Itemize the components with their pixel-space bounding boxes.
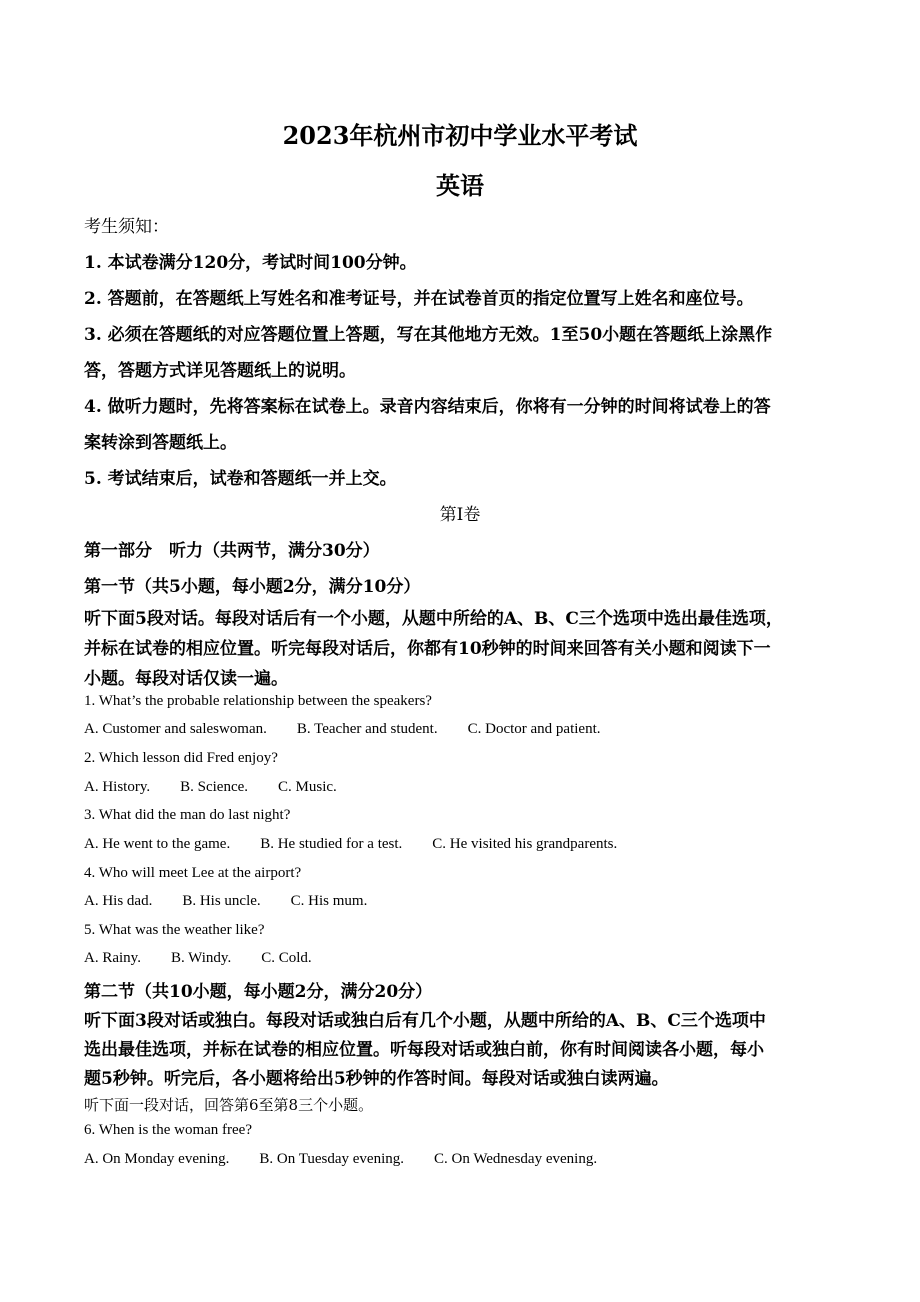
question-text: 2. Which lesson did Fred enjoy?: [84, 750, 278, 766]
option-b: B. On Tuesday evening.: [259, 1151, 404, 1167]
option-a: A. History.: [84, 779, 151, 795]
section1-heading: 第一节（共5小题，每小题2分，满分10分）: [84, 577, 421, 597]
question-text: 5. What was the weather like?: [84, 922, 265, 938]
question-text: 1. What’s the probable relationship between the speakers?: [84, 693, 432, 709]
notice-item: 1. 本试卷满分120分，考试时间100分钟。: [84, 253, 417, 273]
section2-instruction: 题5秒钟。听完后，各小题将给出5秒钟的作答时间。每段对话或独白读两遍。: [84, 1069, 669, 1089]
notice-item: 答，答题方式详见答题纸上的说明。: [84, 361, 356, 381]
question-text: 4. Who will meet Lee at the airport?: [84, 865, 302, 881]
notice-item: 3. 必须在答题纸的对应答题位置上答题，写在其他地方无效。1至50小题在答题纸上涂黑作: [84, 325, 773, 345]
notice-item: 5. 考试结束后，试卷和答题纸一并上交。: [84, 469, 397, 489]
section2-instruction: 选出最佳选项，并标在试卷的相应位置。听每段对话或独白前，你有时间阅读各小题，每小: [84, 1040, 764, 1060]
section1-instruction: 听下面5段对话。每段对话后有一个小题，从题中所给的A、B、C三个选项中选出最佳选项，: [84, 609, 783, 629]
option-b: B. Teacher and student.: [296, 721, 438, 737]
section1-instruction: 并标在试卷的相应位置。听完每段对话后，你都有10秒钟的时间来回答有关小题和阅读下一: [84, 639, 771, 659]
section2-sub-instruction: 听下面一段对话，回答第6至第8三个小题。: [84, 1096, 374, 1114]
option-a: A. His dad.: [84, 893, 153, 909]
question-text: 3. What did the man do last night?: [84, 807, 291, 823]
exam-subject: 英语: [436, 171, 484, 200]
option-a: A. He went to the game.: [84, 836, 231, 852]
option-b: B. Windy.: [170, 950, 232, 966]
question-options: [84, 1151, 840, 1168]
part1-heading: 第一部分 听力（共两节，满分30分）: [84, 541, 380, 561]
option-b: B. His uncle.: [182, 893, 261, 909]
section2-instruction: 听下面3段对话或独白。每段对话或独白后有几个小题，从题中所给的A、B、C三个选项中: [84, 1011, 766, 1031]
notice-item: 4. 做听力题时，先将答案标在试卷上。录音内容结束后，你将有一分钟的时间将试卷上的答: [84, 397, 771, 417]
option-c: C. Music.: [278, 779, 337, 795]
exam-title: 2023年杭州市初中学业水平考试: [282, 121, 638, 150]
section1-instruction: 小题。每段对话仅读一遍。: [84, 669, 288, 689]
option-a: A. Customer and saleswoman.: [84, 721, 267, 737]
question-options: [84, 836, 840, 853]
notice-item: 案转涂到答题纸上。: [84, 433, 237, 453]
volume-heading: 第Ⅰ卷: [439, 505, 481, 525]
question-options: [84, 950, 840, 967]
option-c: C. Cold.: [261, 950, 312, 966]
option-c: C. Doctor and patient.: [467, 721, 601, 737]
question-options: [84, 721, 840, 738]
option-c: C. He visited his grandparents.: [432, 836, 618, 852]
question-text: 6. When is the woman free?: [84, 1122, 252, 1138]
option-a: A. On Monday evening.: [84, 1151, 230, 1167]
option-c: C. On Wednesday evening.: [434, 1151, 598, 1167]
notice-heading: 考生须知：: [84, 217, 169, 237]
notice-item: 2. 答题前，在答题纸上写姓名和准考证号，并在试卷首页的指定位置写上姓名和座位号。: [84, 289, 754, 309]
option-b: B. Science.: [180, 779, 249, 795]
option-b: B. He studied for a test.: [260, 836, 403, 852]
section2-heading: 第二节（共10小题，每小题2分，满分20分）: [84, 982, 433, 1002]
question-options: [84, 779, 840, 796]
question-options: [84, 893, 840, 910]
option-c: C. His mum.: [290, 893, 368, 909]
option-a: A. Rainy.: [84, 950, 141, 966]
